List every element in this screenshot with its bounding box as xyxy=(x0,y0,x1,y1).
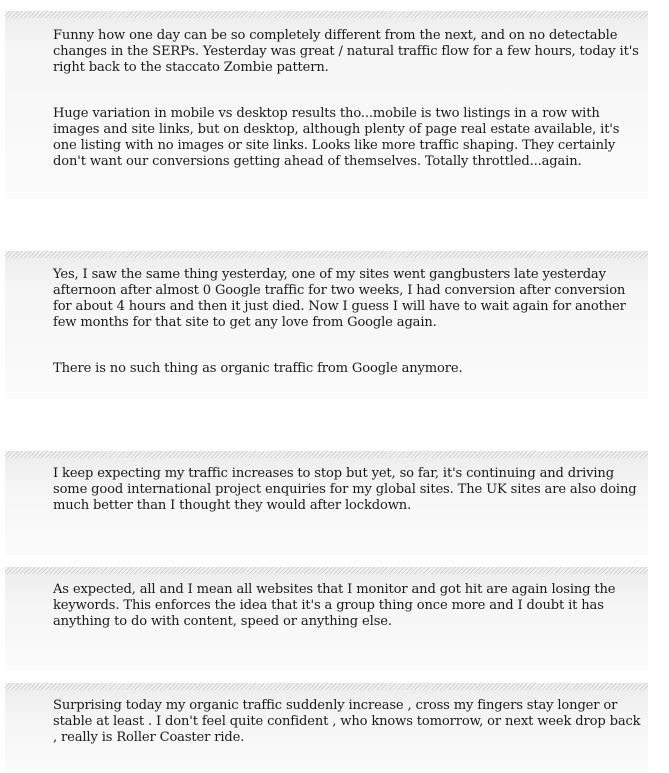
post-paragraph: There is no such thing as organic traffic from Google anymore. xyxy=(53,361,463,376)
forum-post xyxy=(5,683,648,773)
post-body xyxy=(53,267,643,377)
post-body xyxy=(53,582,643,630)
post-header-stripe xyxy=(5,567,648,574)
post-header-stripe xyxy=(5,683,648,690)
post-paragraph: I keep expecting my traffic increases to stop but yet, so far, it's continuing and driving some good international project enquiries for my global sites. The UK sites are also doing much better than I thought they would after lockdown. xyxy=(53,466,637,513)
post-body xyxy=(53,466,643,514)
forum-post xyxy=(5,11,648,199)
post-paragraph: Yes, I saw the same thing yesterday, one of my sites went gangbusters late yesterday afternoon after almost 0 Google traffic for two weeks, I had conversion after conversion for about 4 hours and then it just died. Now I guess I will have to wait again for another few months for that site to get any love from Google again. xyxy=(53,267,626,330)
post-header-stripe xyxy=(5,451,648,458)
forum-post xyxy=(5,251,648,399)
post-header-stripe xyxy=(5,11,648,18)
forum-post xyxy=(5,567,648,671)
post-paragraph: As expected, all and I mean all websites that I monitor and got hit are again losing the keywords. This enforces the idea that it's a group thing once more and I doubt it has anything to do with content, speed or anything else. xyxy=(53,582,616,629)
post-header-stripe xyxy=(5,251,648,258)
post-body xyxy=(53,698,643,746)
forum-post xyxy=(5,451,648,555)
post-body xyxy=(53,28,643,170)
post-paragraph: Huge variation in mobile vs desktop results tho...mobile is two listings in a row with images and site links, but on desktop, although plenty of page real estate available, it's one listing with no images or site links. Looks like more traffic shaping. They certainly don't want our conversions getting ahead of themselves. Totally throttled...again. xyxy=(53,106,620,169)
post-paragraph: Surprising today my organic traffic suddenly increase , cross my fingers stay longer or stable at least . I don't feel quite confident , who knows tomorrow, or next week drop back , really is Roller Coaster ride. xyxy=(53,698,641,745)
post-paragraph: Funny how one day can be so completely different from the next, and on no detectable changes in the SERPs. Yesterday was great / natural traffic flow for a few hours, today it's right back to the staccato Zombie pattern. xyxy=(53,28,639,75)
